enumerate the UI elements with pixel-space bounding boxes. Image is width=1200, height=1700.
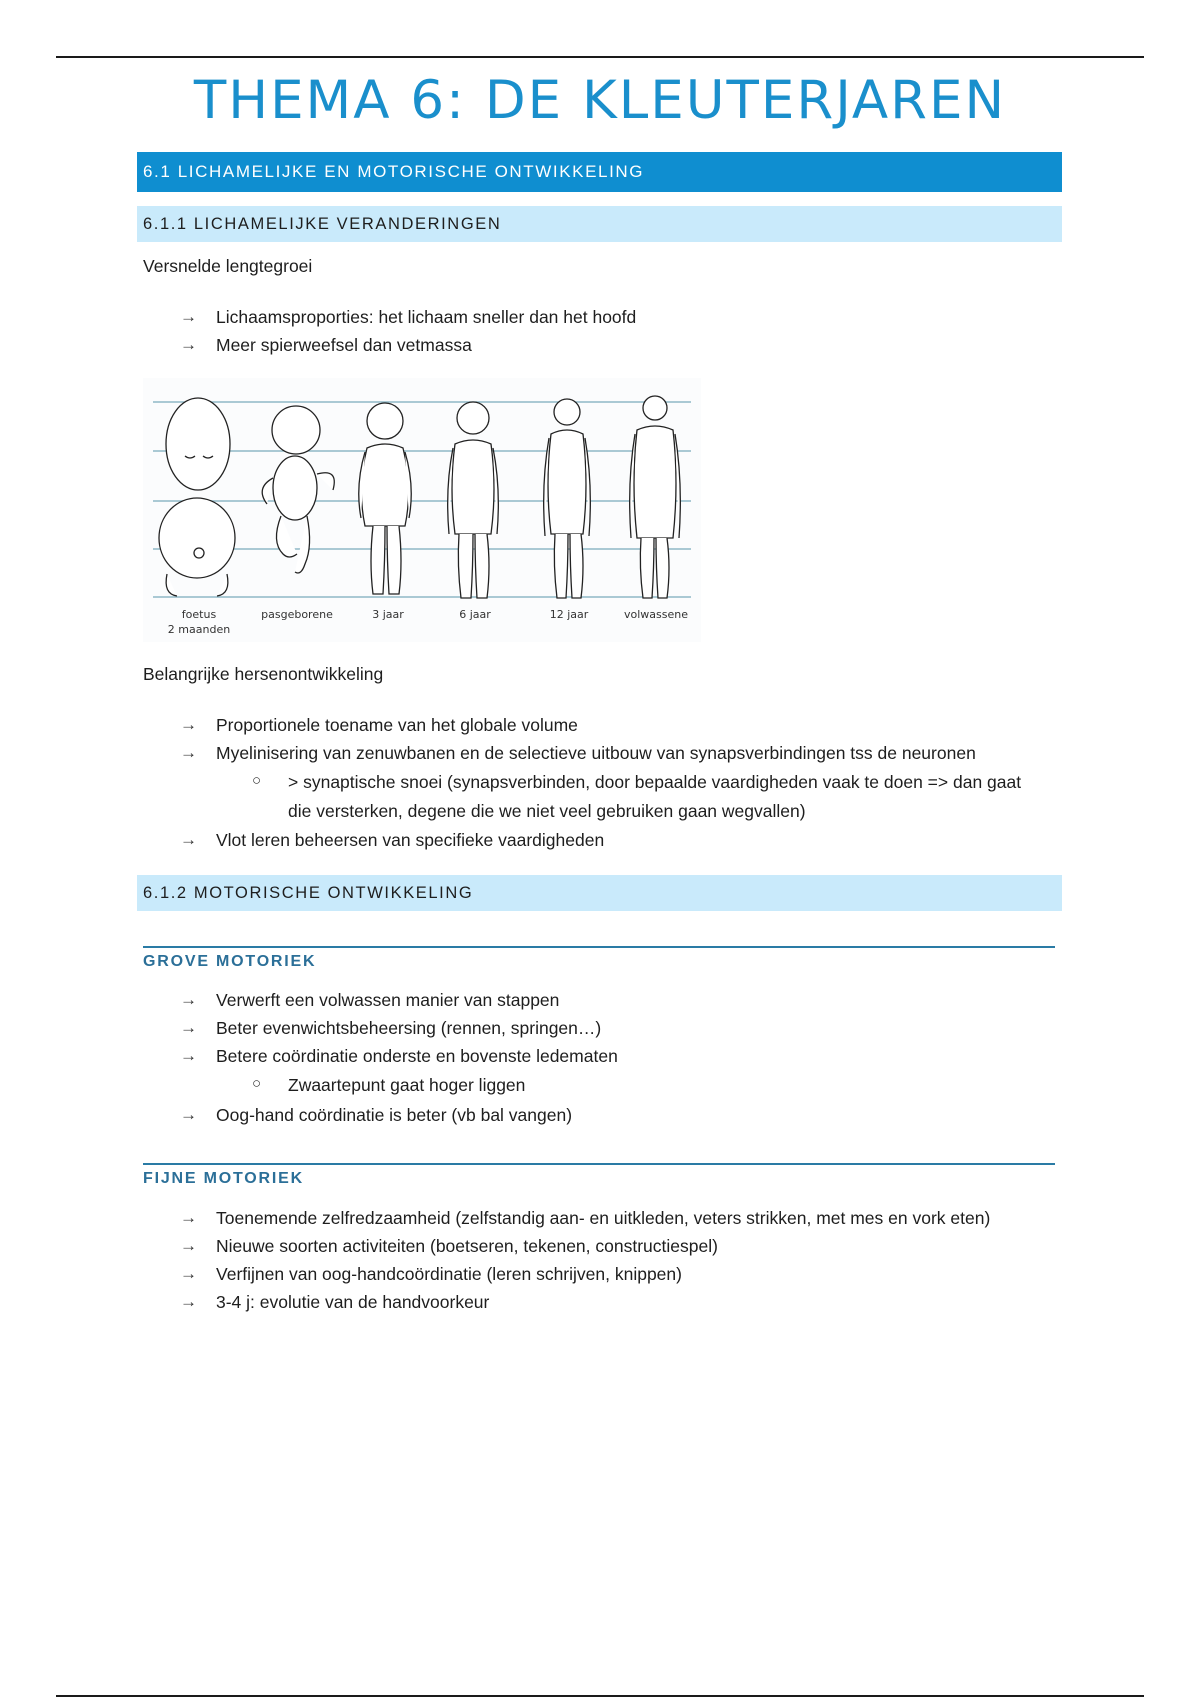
- adult-figure: [630, 396, 681, 598]
- list-item: [180, 986, 560, 1014]
- list-item: [180, 739, 976, 767]
- list-item-text: Proportionele toename van het globale volume: [216, 715, 578, 735]
- list-item-text: Verwerft een volwassen manier van stappen: [216, 990, 560, 1010]
- heading-fijne-motoriek: FIJNE MOTORIEK: [143, 1170, 304, 1187]
- heading-grove-motoriek: GROVE MOTORIEK: [143, 953, 317, 970]
- arrow-right-icon: →: [180, 990, 197, 1009]
- figure-label-volwassene: volwassene: [623, 608, 689, 621]
- arrow-right-icon: →: [180, 1208, 197, 1227]
- list-item-text: Nieuwe soorten activiteiten (boetseren, tekenen, constructiespel): [216, 1236, 718, 1256]
- list-item: [180, 1204, 991, 1232]
- arrow-right-icon: →: [180, 1018, 197, 1037]
- list-item: [180, 1232, 718, 1260]
- list-item: [180, 1014, 602, 1042]
- figure-label-12-jaar: 12 jaar: [549, 608, 589, 621]
- list-item-text: Betere coördinatie onderste en bovenste ledematen: [216, 1046, 618, 1066]
- list-item: [180, 331, 472, 359]
- figure-label-2-maanden: 2 maanden: [167, 623, 231, 636]
- arrow-right-icon: →: [180, 1236, 197, 1255]
- arrow-right-icon: →: [180, 743, 197, 762]
- body-proportions-figure: [143, 378, 701, 642]
- sub-list-item: [252, 768, 1058, 796]
- proportion-gridlines: [153, 402, 691, 597]
- bottom-rule: [56, 1695, 1144, 1697]
- list-item: [180, 826, 605, 854]
- figure-label-pasgeborene: pasgeborene: [261, 608, 333, 621]
- list-item: [180, 1288, 490, 1316]
- child-figure: [448, 402, 499, 598]
- section-rule: [143, 1163, 1055, 1165]
- teen-figure: [544, 399, 591, 598]
- list-item-text: Meer spierweefsel dan vetmassa: [216, 335, 472, 355]
- newborn-figure: [262, 406, 334, 573]
- arrow-right-icon: →: [180, 1105, 197, 1124]
- list-item: [180, 711, 578, 739]
- list-item-text: 3-4 j: evolutie van de handvoorkeur: [216, 1292, 490, 1312]
- sub-list-item-continued: [288, 797, 1058, 825]
- arrow-right-icon: →: [180, 1292, 197, 1311]
- arrow-right-icon: →: [180, 715, 197, 734]
- heading-6-1-2: 6.1.2 MOTORISCHE ONTWIKKELING: [137, 875, 1062, 911]
- top-rule: [56, 56, 1144, 58]
- list-item-text: Verfijnen van oog-handcoördinatie (leren schrijven, knippen): [216, 1264, 682, 1284]
- list-item: [180, 1101, 573, 1129]
- list-item-text: die versterken, degene die we niet veel gebruiken gaan wegvallen): [288, 801, 806, 821]
- list-item: [180, 303, 637, 331]
- figure-label-foetus: foetus: [181, 608, 217, 621]
- paragraph-lengtegroei: Versnelde lengtegroei: [143, 256, 313, 276]
- list-item-text: Oog-hand coördinatie is beter (vb bal vangen): [216, 1105, 573, 1125]
- arrow-right-icon: →: [180, 335, 197, 354]
- arrow-right-icon: →: [180, 1264, 197, 1283]
- heading-6-1-1: 6.1.1 LICHAMELIJKE VERANDERINGEN: [137, 206, 1062, 242]
- list-item-text: Toenemende zelfredzaamheid (zelfstandig aan- en uitkleden, veters strikken, met mes en vork eten): [216, 1208, 991, 1228]
- page-title: THEMA 6: DE KLEUTERJAREN: [193, 70, 1007, 131]
- arrow-right-icon: →: [180, 830, 197, 849]
- circle-bullet-icon: ○: [252, 1075, 262, 1092]
- toddler-figure: [359, 403, 412, 594]
- figure-label-3-jaar: 3 jaar: [372, 608, 404, 621]
- list-item-text: Zwaartepunt gaat hoger liggen: [288, 1075, 526, 1095]
- arrow-right-icon: →: [180, 307, 197, 326]
- sub-list-item: [252, 1071, 1058, 1099]
- foetus-figure: [159, 398, 235, 596]
- arrow-right-icon: →: [180, 1046, 197, 1065]
- section-rule: [143, 946, 1055, 948]
- circle-bullet-icon: ○: [252, 772, 262, 789]
- list-item-text: > synaptische snoei (synapsverbinden, door bepaalde vaardigheden vaak te doen => dan gaat: [288, 772, 1022, 792]
- heading-6-1: 6.1 LICHAMELIJKE EN MOTORISCHE ONTWIKKELING: [137, 152, 1062, 192]
- paragraph-hersenontwikkeling: Belangrijke hersenontwikkeling: [143, 664, 384, 684]
- list-item: [180, 1260, 682, 1288]
- body-proportions-illustration: [143, 378, 701, 642]
- list-item-text: Lichaamsproporties: het lichaam sneller dan het hoofd: [216, 307, 637, 327]
- figure-label-6-jaar: 6 jaar: [459, 608, 491, 621]
- list-item-text: Myelinisering van zenuwbanen en de selectieve uitbouw van synapsverbindingen tss de neuronen: [216, 743, 976, 763]
- list-item-text: Beter evenwichtsbeheersing (rennen, springen…): [216, 1018, 602, 1038]
- list-item: [180, 1042, 618, 1070]
- list-item-text: Vlot leren beheersen van specifieke vaardigheden: [216, 830, 605, 850]
